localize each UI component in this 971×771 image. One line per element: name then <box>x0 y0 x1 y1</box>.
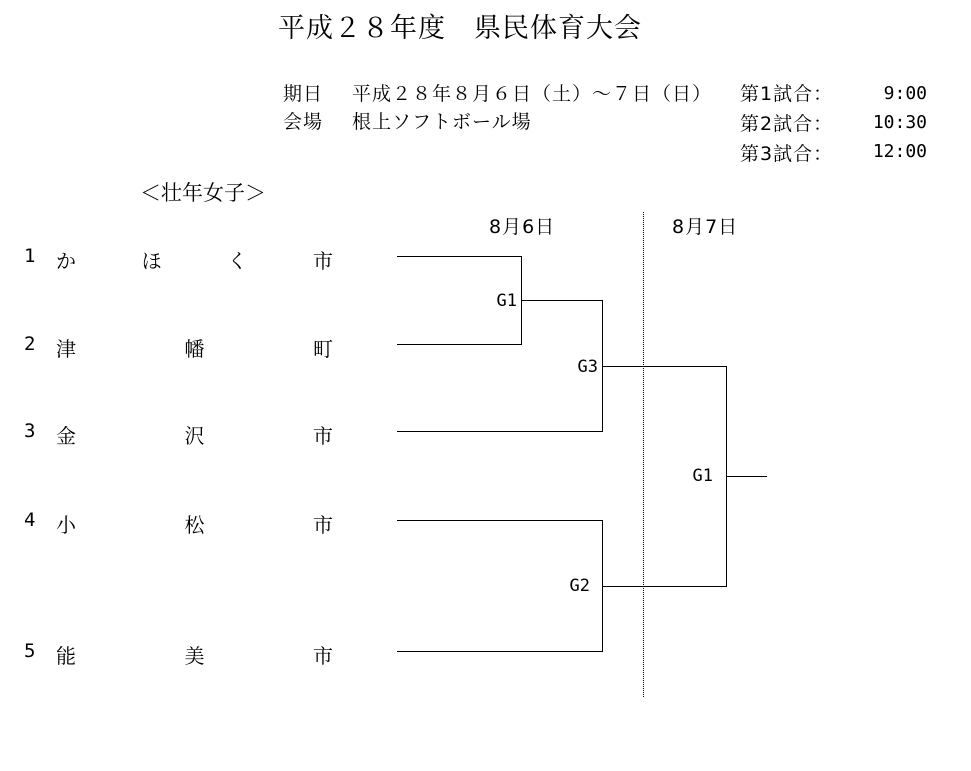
team-seed: 5 <box>24 640 36 662</box>
game-label-g3: G3 <box>577 357 598 377</box>
day2-header: 8月7日 <box>672 216 739 238</box>
bracket-line-g3-winner <box>602 366 726 367</box>
team-name: 津 幡 町 <box>56 337 333 361</box>
team-name: 金 沢 市 <box>56 424 333 448</box>
game2-time-label: 第2試合： <box>740 113 834 135</box>
game3-time-value: 12:00 <box>872 141 927 162</box>
game1-time-value: 9:00 <box>883 83 927 104</box>
game-label-final: G1 <box>692 466 713 486</box>
day1-header: 8月6日 <box>489 216 556 238</box>
venue-label: 会場 <box>283 111 324 133</box>
date-label: 期日 <box>283 83 324 105</box>
game1-time-label: 第1試合： <box>740 83 834 105</box>
team-seed: 2 <box>24 333 36 355</box>
team-seed: 1 <box>24 245 36 267</box>
venue-value: 根上ソフトボール場 <box>352 111 532 133</box>
bracket-line-team5 <box>397 651 602 652</box>
category-label: ＜壮年女子＞ <box>140 181 266 205</box>
game2-time-value: 10:30 <box>872 112 927 133</box>
day-divider-dotted-line <box>643 212 644 697</box>
bracket-line-team2 <box>397 344 521 345</box>
team-name: 小 松 市 <box>56 513 333 537</box>
page-title: 平成２８年度 県民体育大会 <box>278 13 642 44</box>
team-seed: 3 <box>24 420 36 442</box>
game-label-g1: G1 <box>496 291 517 311</box>
team-name: 能 美 市 <box>56 644 333 668</box>
bracket-line-g2-winner <box>602 586 726 587</box>
team-name: か ほ く 市 <box>56 249 333 273</box>
date-value: 平成２８年８月６日（土）～７日（日） <box>352 83 713 105</box>
bracket-line-team1 <box>397 256 521 257</box>
game-label-g2: G2 <box>569 576 590 596</box>
bracket-line-team3 <box>397 431 602 432</box>
bracket-line-champion <box>726 476 767 477</box>
bracket-line-g1-winner <box>521 300 603 301</box>
bracket-line-team4 <box>397 520 602 521</box>
team-seed: 4 <box>24 509 36 531</box>
game3-time-label: 第3試合： <box>740 143 834 165</box>
